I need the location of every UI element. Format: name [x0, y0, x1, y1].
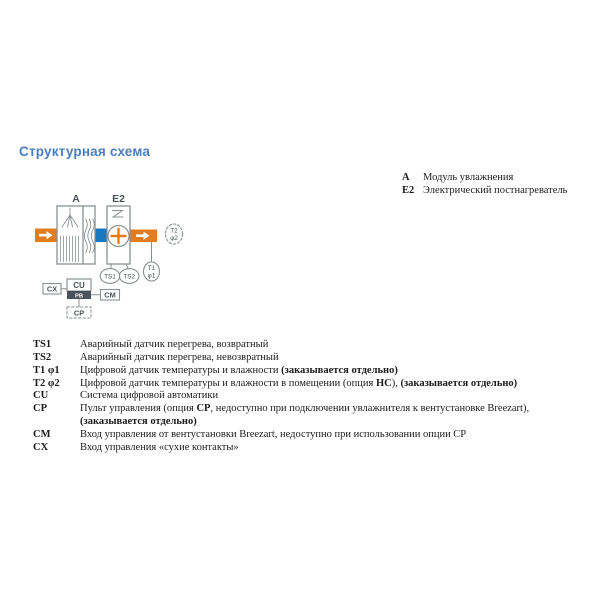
component-label: T1 φ1: [33, 364, 60, 376]
description-segment: Цифровой датчик температуры и влажности в помещении (опция: [80, 377, 376, 389]
description-segment: Вход управления от вентустановки Breezart, недоступно при использовании опции CP: [80, 428, 467, 440]
component-label: T2 φ2: [33, 377, 60, 389]
sensor-t2-label: T2: [170, 227, 178, 235]
sensor-t1-phi-label: φ1: [147, 272, 156, 280]
humidifier-module-box: [57, 206, 95, 264]
structural-diagram: [0, 0, 210, 335]
description-segment: (заказывается отдельно): [80, 416, 197, 428]
sensor-ts2-label: TS2: [123, 273, 136, 281]
description-segment: (заказывается отдельно): [400, 377, 518, 389]
component-description: [80, 352, 581, 365]
component-row: [33, 352, 581, 365]
component-description: [80, 378, 581, 391]
component-label: TS1: [33, 339, 52, 350]
heater-e2-label: E2: [112, 193, 125, 205]
legend: [402, 172, 567, 197]
duct-connector-block: [95, 229, 107, 243]
description-segment: HC: [375, 377, 392, 389]
sensor-t1-label: T1: [147, 264, 156, 272]
airflow-blocks: [35, 229, 157, 243]
component-description: [80, 442, 581, 455]
component-label: CM: [33, 428, 51, 440]
description-segment: ),: [391, 377, 401, 389]
humidifier-cassette-hatch: [61, 236, 79, 262]
component-list: [33, 339, 581, 455]
component-label: CU: [33, 390, 49, 402]
component-row: [33, 365, 581, 378]
module-a-label: A: [72, 193, 80, 205]
description-segment: Аварийный датчик перегрева, невозвратный: [80, 351, 279, 363]
sensor-t2-phi-label: φ2: [170, 235, 178, 242]
description-segment: Пульт управления (опция: [80, 403, 197, 415]
component-label: CX: [33, 441, 49, 453]
description-segment: CP: [196, 403, 211, 415]
sensor-ts1-label: TS1: [104, 273, 116, 281]
input-cm-label: CM: [104, 290, 116, 300]
page-title: Структурная схема: [19, 144, 151, 159]
description-segment: (заказывается отдельно): [281, 364, 398, 376]
component-label: CP: [33, 403, 47, 415]
legend-item: [402, 172, 567, 185]
description-segment: , недоступно при подключении увлажнителя к вентустановке Breezart),: [210, 403, 530, 415]
legend-key: A: [402, 172, 410, 183]
component-description: [80, 390, 581, 403]
legend-key: E2: [402, 184, 415, 196]
control-unit-label: CU: [73, 281, 85, 291]
control-port-label: PB: [74, 293, 84, 300]
description-segment: Аварийный датчик перегрева, возвратный: [80, 339, 269, 350]
component-row: [33, 442, 581, 455]
component-row: [33, 403, 581, 429]
description-segment: Цифровой датчик температуры и влажности: [80, 364, 282, 376]
description-segment: Вход управления «сухие контакты»: [80, 441, 239, 453]
input-cx-label: CX: [46, 284, 58, 294]
component-row: [33, 378, 581, 391]
description-segment: Система цифровой автоматики: [80, 390, 219, 402]
legend-text: Модуль увлажнения: [423, 172, 514, 183]
component-label: TS2: [33, 351, 52, 363]
component-description: [80, 403, 581, 429]
component-row: [33, 390, 581, 403]
component-description: [80, 365, 581, 378]
component-description: [80, 339, 581, 352]
panel-cp-label: CP: [73, 308, 85, 318]
component-row: [33, 429, 581, 442]
component-row: [33, 339, 581, 352]
legend-text: Электрический постнагреватель: [423, 184, 568, 196]
component-description: [80, 429, 581, 442]
diagram-outlines: [43, 206, 183, 318]
legend-item: [402, 185, 567, 198]
